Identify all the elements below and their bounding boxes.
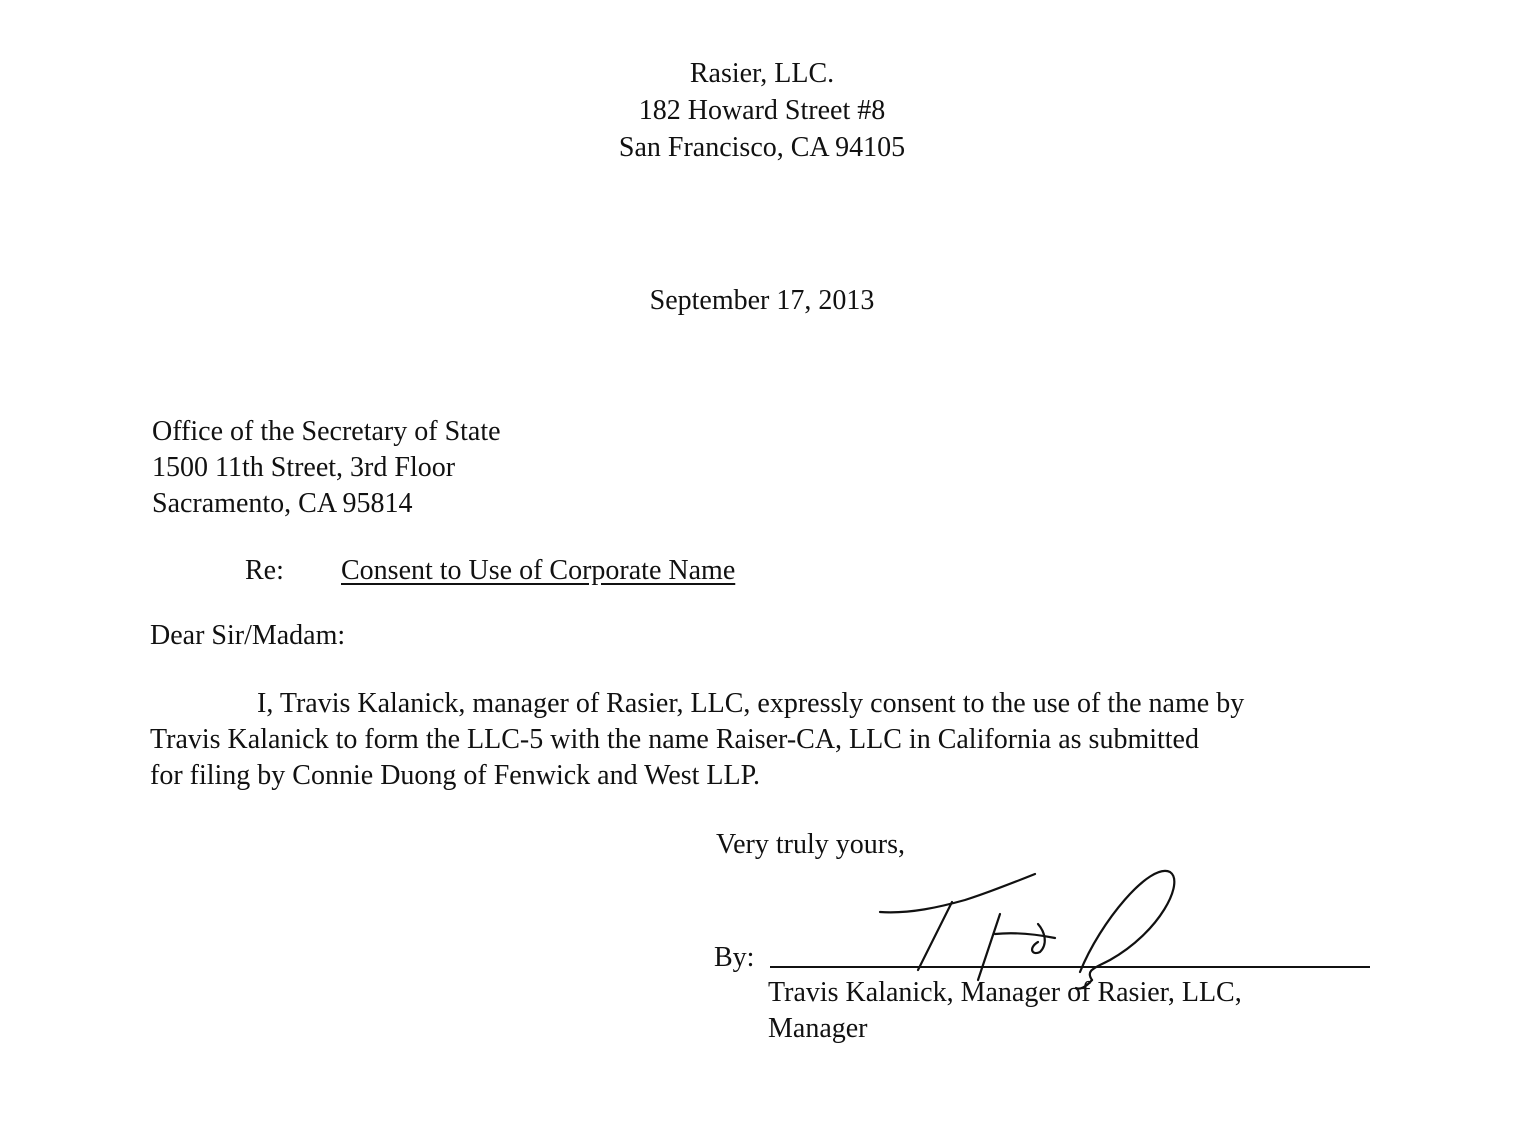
subject-label: Re:	[245, 555, 284, 586]
sender-name: Rasier, LLC.	[689, 58, 835, 89]
recipient-city: Sacramento, CA 95814	[152, 488, 413, 519]
body-line-3: for filing by Connie Duong of Fenwick and West LLP.	[150, 760, 761, 791]
sender-city: San Francisco, CA 94105	[618, 132, 906, 163]
signatory-line-2: Manager	[768, 1013, 868, 1044]
subject-text: Consent to Use of Corporate Name	[341, 555, 736, 586]
closing: Very truly yours,	[716, 829, 905, 860]
recipient-office: Office of the Secretary of State	[152, 416, 501, 447]
body-line-2: Travis Kalanick to form the LLC-5 with the name Raiser-CA, LLC in California as submitted	[150, 724, 1199, 755]
body-line-1: I, Travis Kalanick, manager of Rasier, LLC, expressly consent to the use of the name by	[257, 688, 1245, 719]
salutation: Dear Sir/Madam:	[150, 620, 346, 651]
by-label: By:	[714, 942, 755, 973]
letter-date: September 17, 2013	[649, 285, 875, 316]
handwritten-signature	[870, 862, 1190, 992]
recipient-street: 1500 11th Street, 3rd Floor	[152, 452, 456, 483]
sender-street: 182 Howard Street #8	[638, 95, 886, 126]
signatory-line-1: Travis Kalanick, Manager of Rasier, LLC,	[768, 977, 1242, 1008]
